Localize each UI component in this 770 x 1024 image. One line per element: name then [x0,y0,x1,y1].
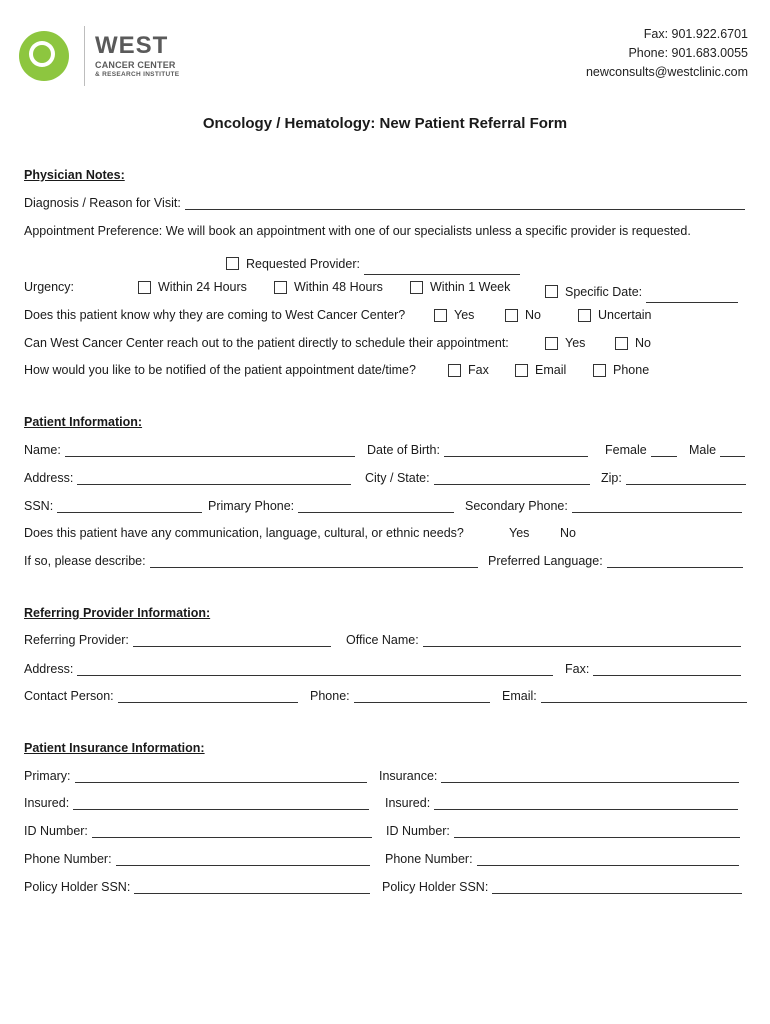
referring-fax-field[interactable] [565,662,741,676]
referring-fax-label: Fax: [565,662,590,676]
policy-ssn-left-label: Policy Holder SSN: [24,880,131,894]
know-why-question: Does this patient know why they are coming to West Cancer Center? [24,308,406,322]
insurance-name-blank[interactable] [441,770,739,783]
city-state-field[interactable] [365,471,590,485]
referring-fax-blank[interactable] [593,663,741,676]
reach-out-no[interactable] [615,336,651,350]
know-why-yes[interactable] [434,308,474,322]
referring-address-blank[interactable] [77,663,553,676]
urgency-24h-label: Within 24 Hours [158,280,247,294]
diagnosis-blank[interactable] [185,197,745,210]
insurance-name-label: Insurance: [379,769,438,783]
urgency-specific-date[interactable] [545,280,738,303]
know-why-no[interactable] [505,308,541,322]
primary-phone-field[interactable] [208,499,454,513]
requested-provider-checkbox[interactable] [226,257,239,270]
notify-question: How would you like to be notified of the patient appointment date/time? [24,363,416,377]
know-why-uncertain-label: Uncertain [598,308,652,322]
male-blank[interactable] [720,444,745,457]
urgency-1week-checkbox[interactable] [410,281,423,294]
urgency-label: Urgency: [24,280,75,294]
dob-label: Date of Birth: [367,443,440,457]
diagnosis-field[interactable] [24,196,745,210]
referring-email-field[interactable] [502,689,747,703]
urgency-48h-label: Within 48 Hours [294,280,383,294]
reach-out-yes-label: Yes [565,336,586,350]
contact-person-label: Contact Person: [24,689,114,703]
phone-number-right-field[interactable] [385,852,739,866]
insurance-name-field[interactable] [379,769,739,783]
phone-number-left-field[interactable] [24,852,370,866]
insured-left-label: Insured: [24,796,70,810]
primary-phone-label: Primary Phone: [208,499,295,513]
city-state-blank[interactable] [434,472,590,485]
female-label: Female [605,443,647,457]
contact-person-blank[interactable] [118,690,298,703]
policy-ssn-left-blank[interactable] [134,881,370,894]
patient-name-blank[interactable] [65,444,355,457]
reach-out-yes[interactable] [545,336,585,350]
logo-word: WEST [95,31,169,59]
needs-no[interactable]: No [560,526,576,540]
id-number-left-label: ID Number: [24,824,88,838]
logo-divider [84,26,85,86]
notify-email[interactable] [515,363,566,377]
insured-right-label: Insured: [385,796,431,810]
policy-ssn-right-blank[interactable] [492,881,742,894]
describe-blank[interactable] [150,555,478,568]
requested-provider-label: Requested Provider: [246,256,360,271]
language-label: Preferred Language: [488,554,603,568]
urgency-24h-checkbox[interactable] [138,281,151,294]
zip-field[interactable] [601,471,746,485]
know-why-yes-checkbox[interactable] [434,309,447,322]
phone-number: Phone: 901.683.0055 [628,46,748,60]
referring-address-field[interactable] [24,662,553,676]
describe-field[interactable] [24,554,478,568]
notify-fax[interactable] [448,363,489,377]
notify-phone[interactable] [593,363,649,377]
referring-phone-blank[interactable] [354,690,490,703]
id-number-right-label: ID Number: [386,824,450,838]
male-field[interactable] [689,443,745,457]
ssn-label: SSN: [24,499,54,513]
notify-fax-label: Fax [468,363,489,377]
referring-provider-label: Referring Provider: [24,633,129,647]
phone-number-left-blank[interactable] [116,853,370,866]
phone-number-left-label: Phone Number: [24,852,112,866]
requested-provider-field[interactable] [226,252,520,275]
id-number-left-field[interactable] [24,824,372,838]
notify-email-label: Email [535,363,567,377]
urgency-48h-checkbox[interactable] [274,281,287,294]
describe-label: If so, please describe: [24,554,146,568]
ssn-field[interactable] [24,499,202,513]
know-why-yes-label: Yes [454,308,475,322]
patient-name-field[interactable] [24,443,355,457]
secondary-phone-label: Secondary Phone: [465,499,568,513]
patient-name-label: Name: [24,443,61,457]
id-number-right-blank[interactable] [454,825,740,838]
needs-question: Does this patient have any communication, language, cultural, or ethnic needs? [24,526,464,540]
physician-notes-heading: Physician Notes: [24,168,125,182]
office-name-field[interactable] [346,633,741,647]
office-name-label: Office Name: [346,633,419,647]
dob-field[interactable] [367,443,588,457]
phone-number-right-label: Phone Number: [385,852,473,866]
notify-email-checkbox[interactable] [515,364,528,377]
policy-ssn-right-label: Policy Holder SSN: [382,880,489,894]
reach-out-yes-checkbox[interactable] [545,337,558,350]
insured-left-blank[interactable] [73,797,369,810]
patient-address-blank[interactable] [77,472,351,485]
insurance-info-heading: Patient Insurance Information: [24,741,205,755]
urgency-specific-date-label: Specific Date: [565,284,643,299]
contact-block [586,25,748,82]
urgency-24h[interactable] [138,280,247,294]
urgency-1week-label: Within 1 Week [430,280,511,294]
referring-address-label: Address: [24,662,74,676]
fax-number: Fax: 901.922.6701 [643,27,748,41]
notify-phone-label: Phone [613,363,650,377]
primary-insurance-field[interactable] [24,769,367,783]
know-why-no-checkbox[interactable] [505,309,518,322]
west-logo [18,26,179,86]
diagnosis-label: Diagnosis / Reason for Visit: [24,196,181,210]
needs-yes[interactable]: Yes [509,526,530,540]
city-state-label: City / State: [365,471,430,485]
id-number-right-field[interactable] [386,824,740,838]
reach-out-no-label: No [635,336,651,350]
referring-info-heading: Referring Provider Information: [24,606,211,620]
primary-phone-blank[interactable] [298,500,454,513]
referring-phone-label: Phone: [310,689,350,703]
policy-ssn-right-field[interactable] [382,880,742,894]
notify-phone-checkbox[interactable] [593,364,606,377]
insured-left-field[interactable] [24,796,369,810]
requested-provider-blank[interactable] [364,262,520,275]
know-why-uncertain-checkbox[interactable] [578,309,591,322]
language-field[interactable] [488,554,743,568]
know-why-no-label: No [525,308,541,322]
reach-out-no-checkbox[interactable] [615,337,628,350]
specific-date-blank[interactable] [646,290,738,303]
logo-ring-icon [18,30,70,82]
contact-email[interactable]: newconsults@westclinic.com [585,65,748,79]
male-label: Male [689,443,717,457]
female-field[interactable] [605,443,677,457]
primary-insurance-label: Primary: [24,769,71,783]
id-number-left-blank[interactable] [92,825,372,838]
referring-email-label: Email: [502,689,537,703]
referring-provider-field[interactable] [24,633,331,647]
patient-address-field[interactable] [24,471,351,485]
contact-person-field[interactable] [24,689,298,703]
appointment-preference: Appointment Preference: We will book an appointment with one of our specialists unless a specific provider is requested. [24,224,691,238]
know-why-uncertain[interactable] [578,308,652,322]
insured-right-field[interactable] [385,796,738,810]
notify-fax-checkbox[interactable] [448,364,461,377]
secondary-phone-blank[interactable] [572,500,742,513]
secondary-phone-field[interactable] [465,499,742,513]
zip-label: Zip: [601,471,622,485]
referring-email-blank[interactable] [541,690,747,703]
form-title: Oncology / Hematology: New Patient Referral Form [202,115,568,132]
patient-address-label: Address: [24,471,74,485]
urgency-1week[interactable] [410,280,510,294]
insured-right-blank[interactable] [434,797,738,810]
urgency-specific-date-checkbox[interactable] [545,285,558,298]
policy-ssn-left-field[interactable] [24,880,370,894]
referring-phone-field[interactable] [310,689,490,703]
logo-line-1: CANCER CENTER [95,59,176,70]
patient-info-heading: Patient Information: [24,415,143,429]
reach-out-question: Can West Cancer Center reach out to the patient directly to schedule their appointment: [24,336,509,350]
zip-blank[interactable] [626,472,746,485]
primary-insurance-blank[interactable] [75,770,367,783]
ssn-blank[interactable] [57,500,202,513]
office-name-blank[interactable] [423,634,741,647]
referring-provider-blank[interactable] [133,634,331,647]
female-blank[interactable] [651,444,677,457]
logo-line-2: & RESEARCH INSTITUTE [95,70,180,78]
language-blank[interactable] [607,555,743,568]
urgency-48h[interactable] [274,280,383,294]
phone-number-right-blank[interactable] [477,853,739,866]
dob-blank[interactable] [444,444,588,457]
